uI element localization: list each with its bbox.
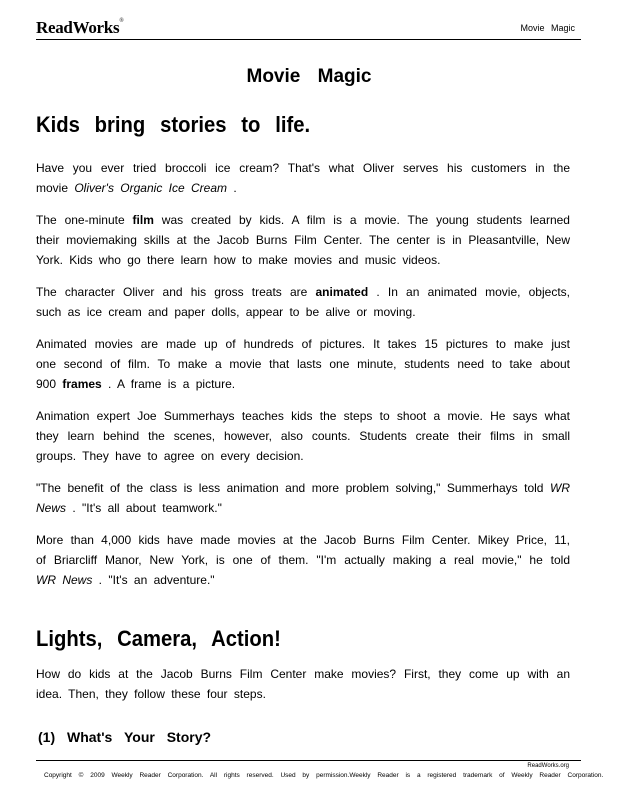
paragraph-1	[36, 158, 570, 198]
p7-source: WR News	[36, 573, 93, 587]
header-title: Movie Magic	[520, 23, 575, 33]
p4-rest: . A frame is a picture.	[101, 377, 236, 391]
p6-source: WR News	[36, 481, 570, 515]
p2-rest: was created by kids. A film is a movie. The young students learned their moviemaking skills at the Jacob Burns Film Center. The center is in Pleasantville, New York. Kids who go there learn how to make movies and music videos.	[36, 213, 570, 267]
p3-text: The character Oliver and his gross treats are	[36, 285, 316, 299]
paragraph-6	[36, 478, 570, 518]
paragraph-3	[36, 282, 570, 322]
page-footer	[36, 760, 604, 779]
footer-site: ReadWorks.org	[527, 763, 569, 769]
paragraph-4	[36, 334, 570, 394]
p1-end: .	[227, 181, 237, 195]
p3-rest: . In an animated movie, objects, such as ice cream and paper dolls, appear to be alive or moving.	[36, 285, 570, 319]
readworks-logo	[36, 18, 124, 38]
p1-movie-title: Oliver's Organic Ice Cream	[74, 181, 228, 195]
p1-text: Have you ever tried broccoli ice cream? That's what Oliver serves his customers in the movie	[36, 161, 570, 195]
p4-vocab-frames: frames	[62, 377, 102, 391]
paragraph-7	[36, 530, 570, 590]
p2-vocab-film: film	[132, 213, 154, 227]
footer-copyright: Copyright © 2009 Weekly Reader Corporation. All rights reserved. Used by permission.Weekly Reader is a registered trademark of Weekly Reader Corporation.	[44, 772, 604, 779]
document-title: Movie Magic	[246, 66, 372, 87]
p3-vocab-animated: animated	[315, 285, 369, 299]
paragraph-2	[36, 210, 570, 270]
p2-text: The one-minute	[36, 213, 133, 227]
p6-text: "The benefit of the class is less animation and more problem solving," Summerhays told	[36, 481, 550, 495]
p6-rest: . "It's all about teamwork."	[66, 501, 222, 515]
p7-rest: . "It's an adventure."	[92, 573, 215, 587]
heading-lights-camera-action: Lights, Camera, Action!	[36, 626, 281, 651]
logo-text: ReadWorks	[36, 18, 120, 37]
heading-kids-bring-stories: Kids bring stories to life.	[36, 112, 311, 137]
heading-whats-your-story: (1) What's Your Story?	[38, 729, 212, 745]
page-header	[36, 18, 581, 40]
p4-text: Animated movies are made up of hundreds of pictures. It takes 15 pictures to make just one second of film. To make a movie that lasts one minute, students need to take about 900	[36, 337, 570, 391]
paragraph-5: Animation expert Joe Summerhays teaches kids the steps to shoot a movie. He says what they learn behind the scenes, however, also counts. Students create their films in small groups. They have to agree on every decision.	[36, 409, 570, 463]
logo-mark: ®	[119, 18, 124, 24]
paragraph-8: How do kids at the Jacob Burns Film Center make movies? First, they come up with an idea. Then, they follow these four steps.	[36, 667, 570, 701]
p7-text: More than 4,000 kids have made movies at the Jacob Burns Film Center. Mikey Price, 11, of Briarcliff Manor, New York, is one of them. "I'm actually making a real movie," he told	[36, 533, 570, 567]
